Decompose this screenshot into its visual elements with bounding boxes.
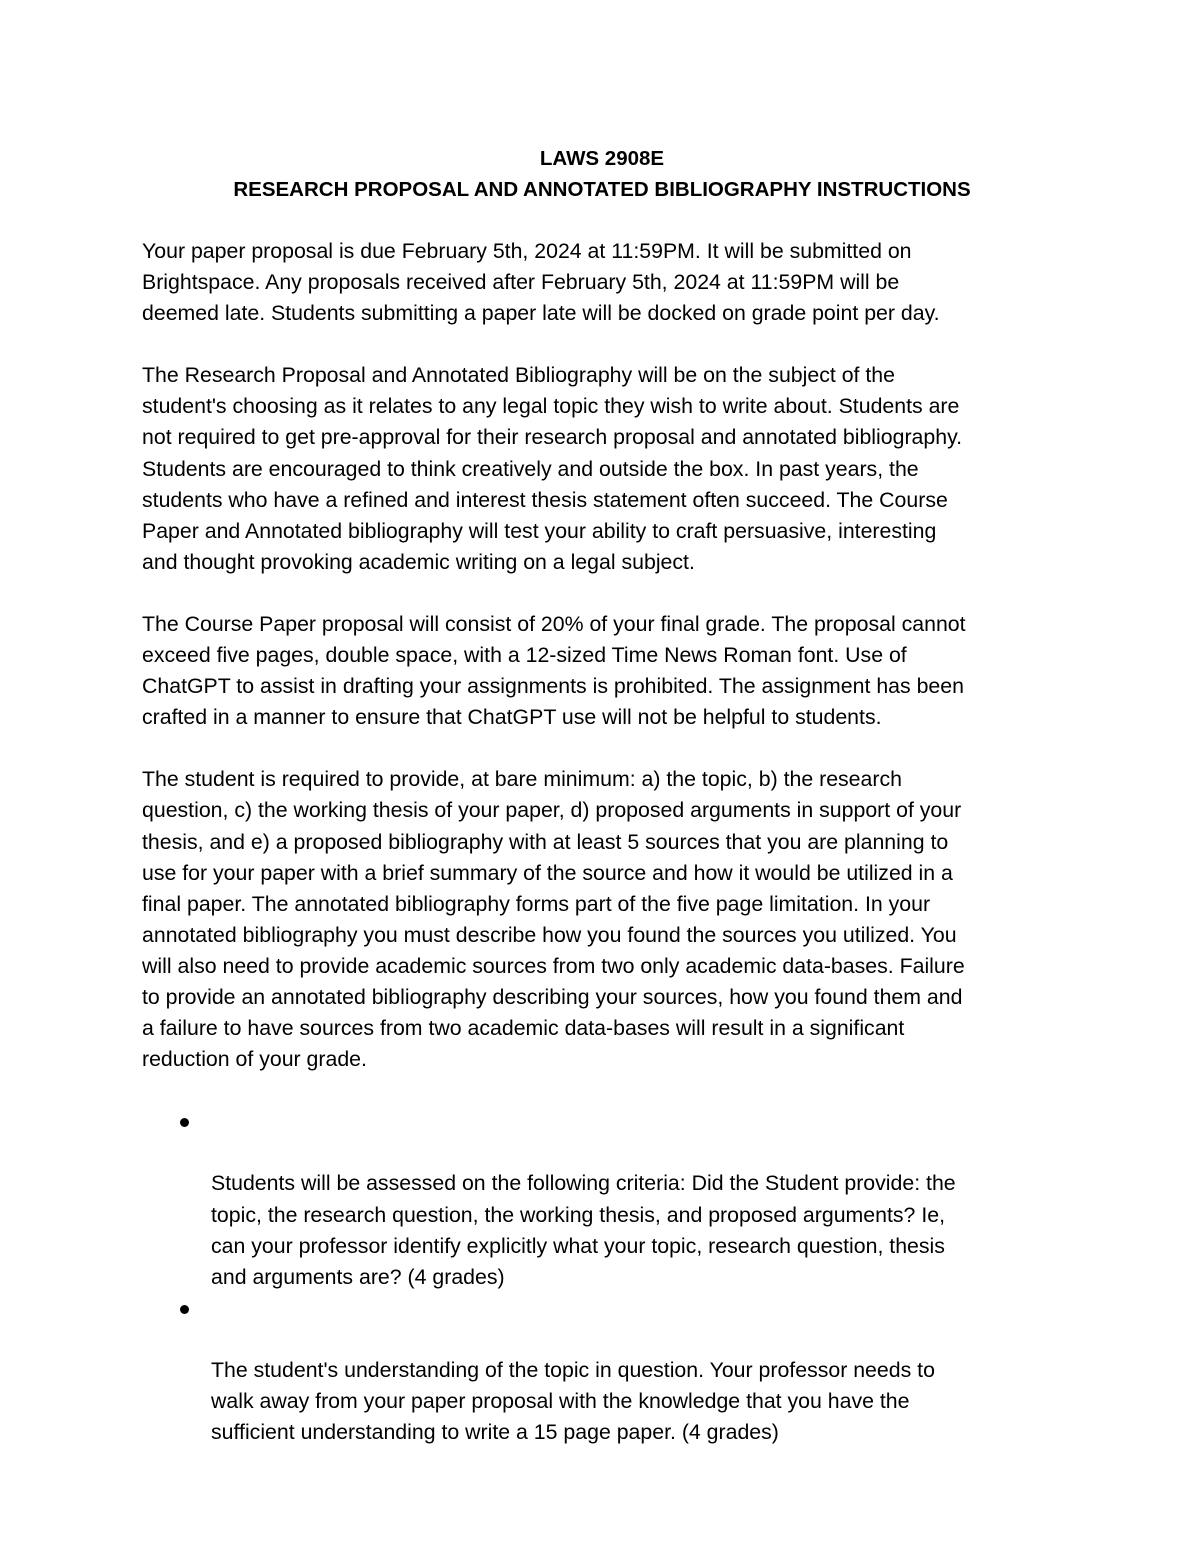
- document-title: RESEARCH PROPOSAL AND ANNOTATED BIBLIOGRAPHY INSTRUCTIONS: [233, 178, 971, 201]
- list-item: [142, 1106, 1062, 1293]
- bullet-icon: [180, 1118, 189, 1127]
- criteria-list: [142, 1106, 1062, 1448]
- bullet-icon: [180, 1305, 189, 1314]
- document-body: [142, 143, 1062, 1448]
- list-item-text: Students will be assessed on the following criteria: Did the Student provide: the topic, the research question, the working thesis, and proposed arguments? Ie, can your professor identify explicitly what your topic, research question, thesis and arguments are? (4 grades): [211, 1171, 956, 1289]
- list-item-text: The student's understanding of the topic in question. Your professor needs to walk away from your paper proposal with the knowledge that you have the sufficient understanding to write a 15 page paper. (4 grades): [211, 1358, 935, 1445]
- paragraph-subject: The Research Proposal and Annotated Bibliography will be on the subject of the student's choosing as it relates to any legal topic they wish to write about. Students are not required to get pre-approval for their research proposal and annotated bibliography. Students are encouraged to think creatively and outside the box. In past years, the students who have a refined and interest thesis statement often succeed. The Course Paper and Annotated bibliography will test your ability to craft persuasive, interesting and thought provoking academic writing on a legal subject.: [142, 363, 963, 574]
- spacer: [142, 329, 1062, 360]
- spacer: [142, 733, 1062, 764]
- list-item: [142, 1293, 1062, 1448]
- paragraph-requirements: The student is required to provide, at bare minimum: a) the topic, b) the research question, c) the working thesis of your paper, d) proposed arguments in support of your thesis, and e) a proposed bibliography with at least 5 sources that you are planning to use for your paper with a brief summary of the source and how it would be utilized in a final paper. The annotated bibliography forms part of the five page limitation. In your annotated bibliography you must describe how you found the sources you utilized. You will also need to provide academic sources from two only academic data-bases. Failure to provide an annotated bibliography describing your sources, how you found them and a failure to have sources from two academic data-bases will result in a significant reduction of your grade.: [142, 767, 965, 1072]
- spacer: [142, 578, 1062, 609]
- paragraph-due-date: Your paper proposal is due February 5th, 2024 at 11:59PM. It will be submitted on Brightspace. Any proposals received after February 5th, 2024 at 11:59PM will be deemed late. Students submitting a paper late will be docked on grade point per day.: [142, 239, 940, 326]
- paragraph-grading-format: The Course Paper proposal will consist of 20% of your final grade. The proposal cannot exceed five pages, double space, with a 12-sized Time News Roman font. Use of ChatGPT to assist in drafting your assignments is prohibited. The assignment has been crafted in a manner to ensure that ChatGPT use will not be helpful to students.: [142, 611, 966, 730]
- course-code-heading: LAWS 2908E: [539, 147, 665, 170]
- spacer: [142, 1075, 1062, 1106]
- spacer: [142, 205, 1062, 236]
